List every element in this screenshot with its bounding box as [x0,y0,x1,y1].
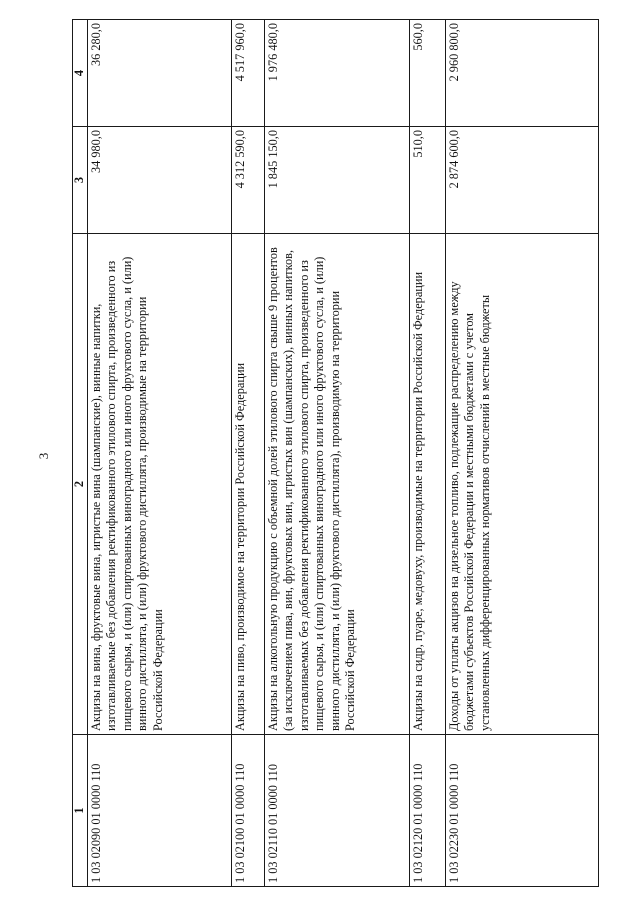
column-header-2: 2 [73,234,88,735]
table-row [410,20,446,887]
budget-code-cell: 1 03 02120 01 0000 110 [410,735,446,887]
revenue-name-cell: Акцизы на алкогольную продукцию с объемной долей этилового спирта свыше 9 процентов (за исключением пива, вин, фруктовых вин, игристых вин (шампанских), винных напитков, изготавливаемых без добавления ректификованного этилового спирта, произведенного из пищевого сырья, и (или) спиртованных виноградного или иного фруктового сусла, и (или) винного дистиллята, и (или) фруктового дистиллята), производимую на территории Российской Федерации [265,234,410,735]
column-header-1: 1 [73,735,88,887]
table-container [72,20,599,887]
column-header-3: 3 [73,127,88,234]
amount-col3-cell: 2 874 600,0 [446,127,599,234]
amount-col4-cell: 36 280,0 [88,20,232,127]
amount-col4-cell: 1 976 480,0 [265,20,410,127]
revenue-name-cell: Акцизы на пиво, производимое на территории Российской Федерации [232,234,265,735]
budget-code-cell: 1 03 02230 01 0000 110 [446,735,599,887]
amount-col3-cell: 34 980,0 [88,127,232,234]
budget-code-cell: 1 03 02110 01 0000 110 [265,735,410,887]
revenue-name-cell: Доходы от уплаты акцизов на дизельное топливо, подлежащие распределению между бюджетами субъектов Российской Федерации и местными бюджетами с учетом установленных дифференцированных нормативов отчислений в местные бюджеты [446,234,599,735]
budget-code-cell: 1 03 02100 01 0000 110 [232,735,265,887]
revenue-name-cell: Акцизы на сидр, пуаре, медовуху, производимые на территории Российской Федерации [410,234,446,735]
column-header-4: 4 [73,20,88,127]
amount-col4-cell: 4 517 960,0 [232,20,265,127]
table-header-row [73,20,88,887]
amount-col4-cell: 2 960 800,0 [446,20,599,127]
amount-col4-cell: 560,0 [410,20,446,127]
page-number: 3 [36,452,51,460]
amount-col3-cell: 4 312 590,0 [232,127,265,234]
amount-col3-cell: 510,0 [410,127,446,234]
rotated-table-frame [72,20,599,887]
table-row [232,20,265,887]
revenue-table [72,19,599,887]
table-row [446,20,599,887]
table-row [88,20,232,887]
amount-col3-cell: 1 845 150,0 [265,127,410,234]
revenue-name-cell: Акцизы на вина, фруктовые вина, игристые вина (шампанские), винные напитки, изготавливаемые без добавления ректификованного этилового спирта, произведенного из пищевого сырья, и (или) спиртованных виноградного или иного фруктового сусла, и (или) винного дистиллята, и (или) фруктового дистиллята, производимые на территории Российской Федерации [88,234,232,735]
budget-code-cell: 1 03 02090 01 0000 110 [88,735,232,887]
table-row [265,20,410,887]
